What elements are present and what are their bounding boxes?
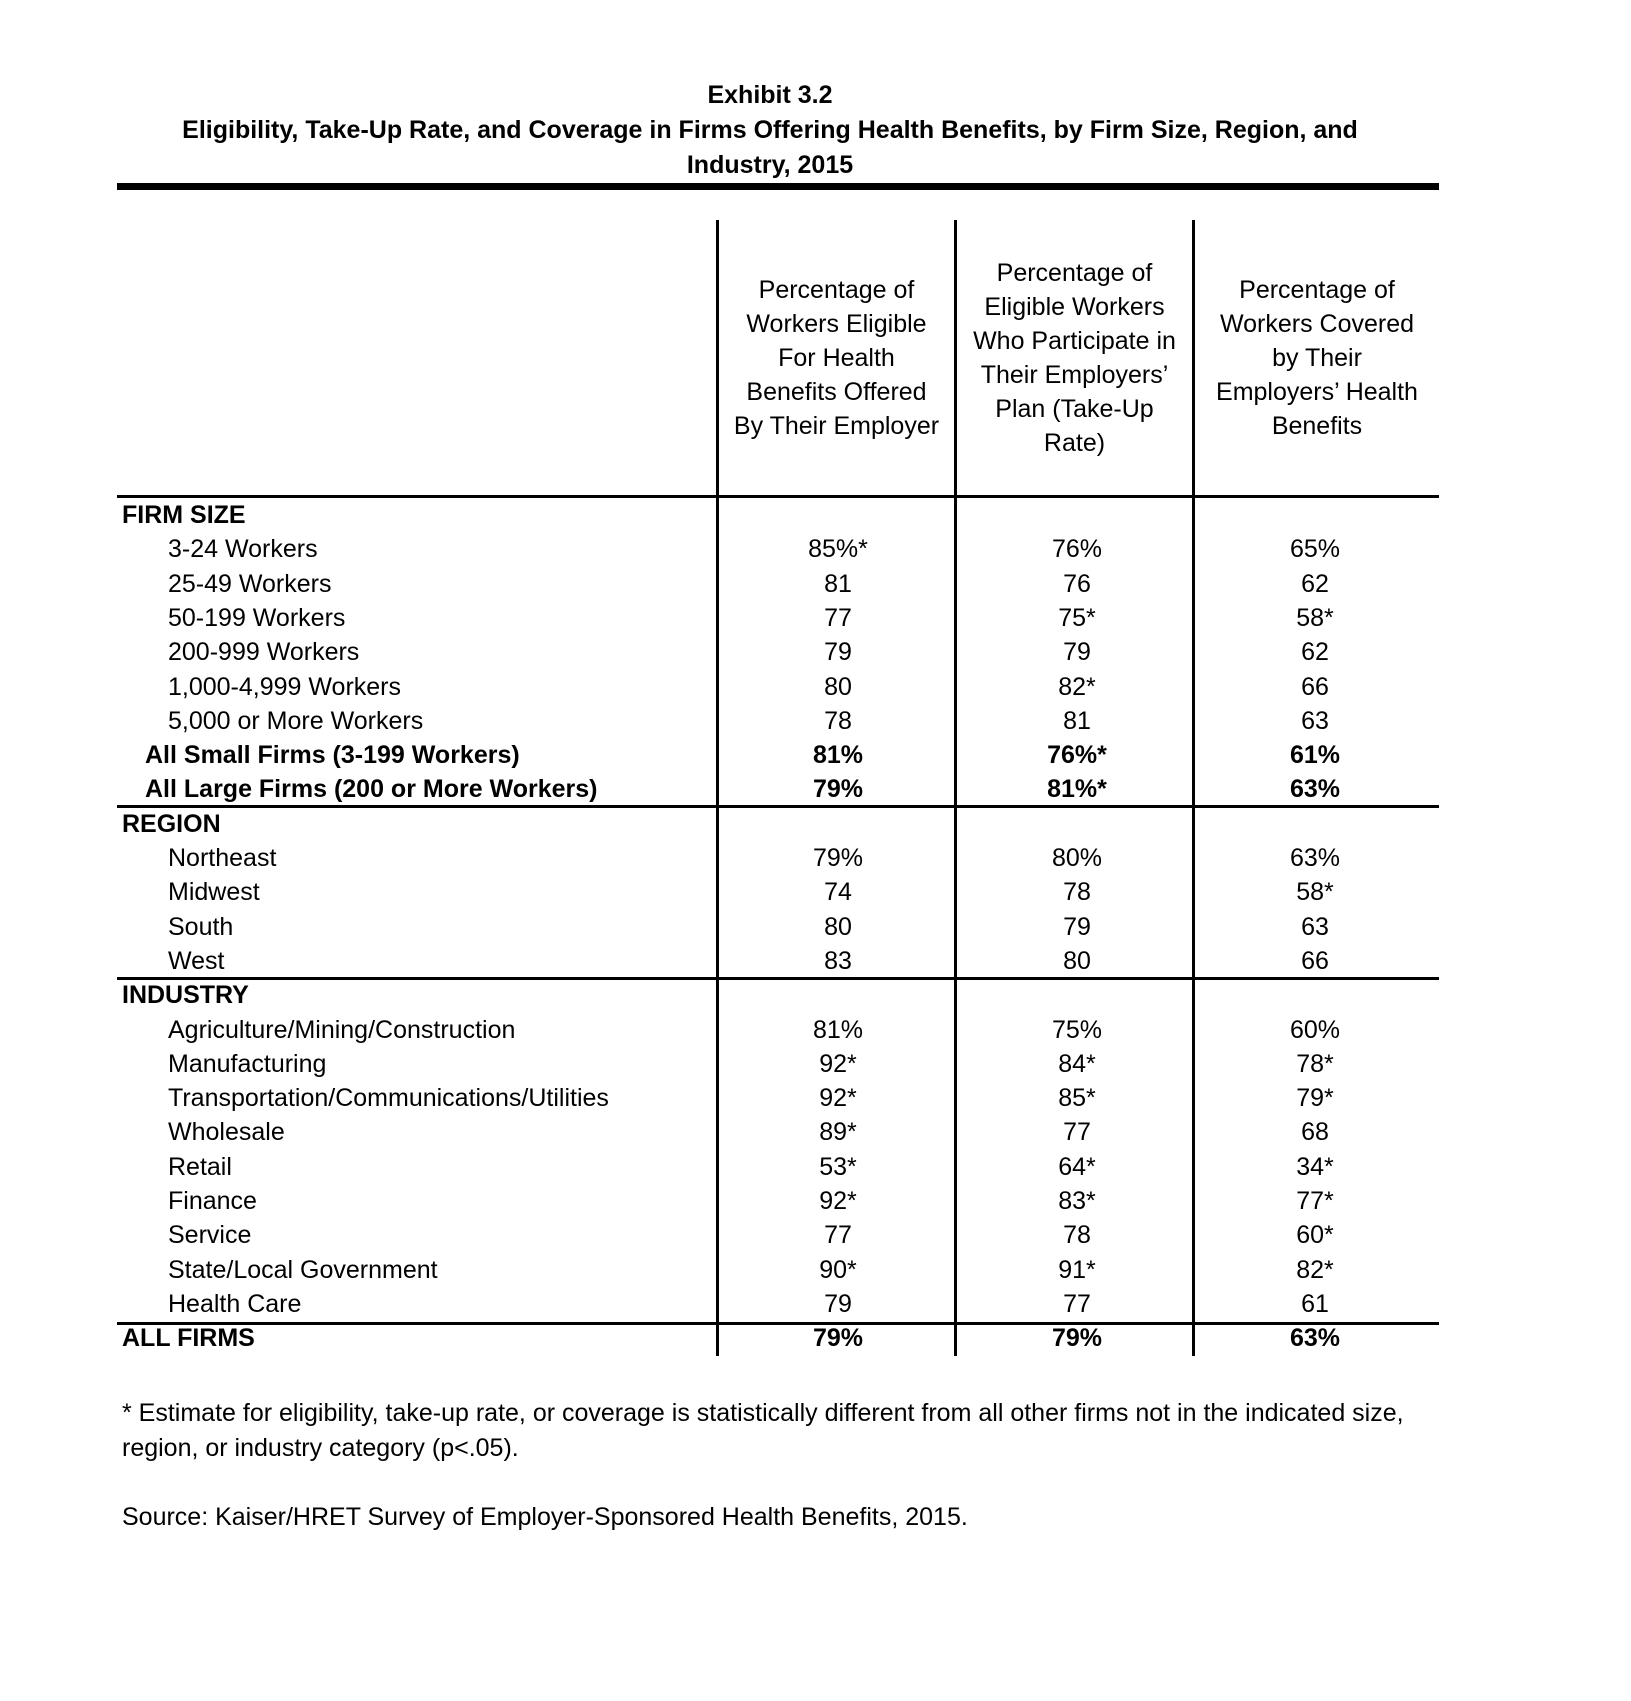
row-label: West	[168, 946, 225, 975]
column-header-coverage	[1195, 220, 1439, 496]
cell-value: 80%	[1051, 844, 1103, 872]
header-line: by Their	[1272, 344, 1362, 372]
row-label: Health Care	[168, 1289, 302, 1318]
table-row	[117, 1150, 1439, 1184]
cell-value: 77	[824, 1221, 852, 1250]
cell-value: 85%*	[808, 535, 868, 564]
cell-value: 61	[1301, 1289, 1329, 1318]
cell-value: 77	[824, 603, 852, 632]
cell-value: 92*	[819, 1187, 857, 1215]
cell-value: 34*	[1296, 1152, 1334, 1181]
cell-value: 76%*	[1047, 741, 1107, 770]
header-line: Plan (Take-Up	[995, 395, 1154, 423]
cell-value: 79%	[1051, 1324, 1103, 1353]
title-line-2: Industry, 2015	[686, 151, 854, 179]
header-line: By Their Employer	[733, 412, 940, 440]
row-label: State/Local Government	[168, 1255, 438, 1284]
row-label: 1,000-4,999 Workers	[168, 672, 401, 701]
source-note: Source: Kaiser/HRET Survey of Employer-Sponsored Health Benefits, 2015.	[122, 1503, 968, 1531]
cell-value: 58*	[1296, 878, 1334, 907]
table-row	[117, 1253, 1439, 1287]
cell-value: 90*	[819, 1255, 857, 1284]
cell-value: 74	[824, 878, 852, 907]
row-label: Retail	[168, 1152, 232, 1181]
row-label: 3-24 Workers	[168, 535, 318, 564]
cell-value: 63%	[1289, 775, 1341, 804]
header-line: Workers Covered	[1219, 310, 1415, 338]
cell-value: 78	[1063, 878, 1091, 907]
cell-value: 75%	[1051, 1015, 1103, 1044]
cell-value: 58*	[1296, 603, 1334, 632]
row-label: Service	[168, 1221, 252, 1250]
row-label: Northeast	[168, 844, 277, 872]
cell-value: 92*	[819, 1049, 857, 1078]
cell-value: 83*	[1058, 1187, 1096, 1215]
table-row	[117, 772, 1439, 806]
cell-value: 83	[824, 946, 852, 975]
cell-value: 92*	[819, 1084, 857, 1113]
table-row	[117, 841, 1439, 875]
cell-value: 78	[1063, 1221, 1091, 1250]
cell-value: 79	[824, 1289, 852, 1318]
row-label: Transportation/Communications/Utilities	[168, 1084, 609, 1113]
table-row	[117, 635, 1439, 669]
table-row	[117, 1184, 1439, 1218]
row-label: Agriculture/Mining/Construction	[168, 1015, 516, 1044]
table-row	[117, 567, 1439, 601]
section-header-row	[117, 978, 1439, 1012]
table-row	[117, 738, 1439, 772]
row-label: All Large Firms (200 or More Workers)	[145, 775, 598, 804]
cell-value: 62	[1301, 569, 1329, 598]
section-header-row	[117, 498, 1439, 532]
cell-value: 77*	[1296, 1187, 1334, 1215]
footnote: * Estimate for eligibility, take-up rate, or coverage is statistically different from all other firms not in the indicated size, region, or industry category (p<.05).	[122, 1399, 1404, 1462]
cell-value: 81	[1063, 706, 1091, 735]
table-row	[117, 1081, 1439, 1115]
cell-value: 81%	[812, 741, 864, 770]
header-line: Their Employers’	[980, 361, 1169, 389]
row-label: Finance	[168, 1187, 257, 1215]
row-label: ALL FIRMS	[122, 1324, 255, 1353]
cell-value: 78	[824, 706, 852, 735]
cell-value: 78*	[1296, 1049, 1334, 1078]
cell-value: 81%	[812, 1015, 864, 1044]
table-row	[117, 944, 1439, 978]
title-line-1: Eligibility, Take-Up Rate, and Coverage in Firms Offering Health Benefits, by Firm Size, Region, and	[182, 116, 1358, 144]
cell-value: 85*	[1058, 1084, 1096, 1113]
title-divider	[117, 183, 1439, 190]
cell-value: 75*	[1058, 603, 1096, 632]
cell-value: 80	[1063, 946, 1091, 975]
cell-value: 60%	[1289, 1015, 1341, 1044]
row-label: Wholesale	[168, 1118, 285, 1147]
row-label: South	[168, 912, 234, 941]
row-label: 25-49 Workers	[168, 569, 332, 598]
cell-value: 79	[1063, 638, 1091, 667]
cell-value: 77	[1063, 1289, 1091, 1318]
cell-value: 79%	[812, 1324, 864, 1353]
row-label: REGION	[122, 809, 221, 838]
cell-value: 68	[1301, 1118, 1329, 1147]
header-line: Rate)	[1043, 429, 1106, 457]
cell-value: 76	[1063, 569, 1091, 598]
cell-value: 61%	[1289, 741, 1341, 770]
cell-value: 81	[824, 569, 852, 598]
header-line: Benefits	[1271, 412, 1363, 440]
cell-value: 79*	[1296, 1084, 1334, 1113]
table-row	[117, 1013, 1439, 1047]
cell-value: 79	[1063, 912, 1091, 941]
row-label: Midwest	[168, 878, 260, 907]
cell-value: 76%	[1051, 535, 1103, 564]
cell-value: 63%	[1289, 844, 1341, 872]
row-label: All Small Firms (3-199 Workers)	[145, 741, 520, 770]
cell-value: 63	[1301, 912, 1329, 941]
cell-value: 63%	[1289, 1324, 1341, 1353]
row-label: Manufacturing	[168, 1049, 327, 1078]
cell-value: 89*	[819, 1118, 857, 1147]
header-line: Percentage of	[996, 259, 1153, 287]
cell-value: 91*	[1058, 1255, 1096, 1284]
cell-value: 60*	[1296, 1221, 1334, 1250]
row-label: 5,000 or More Workers	[168, 706, 424, 735]
table-row	[117, 670, 1439, 704]
cell-value: 79	[824, 638, 852, 667]
table-row	[117, 704, 1439, 738]
cell-value: 79%	[812, 775, 864, 804]
exhibit-number: Exhibit 3.2	[707, 81, 833, 109]
cell-value: 64*	[1058, 1152, 1096, 1181]
cell-value: 79%	[812, 844, 864, 872]
cell-value: 62	[1301, 638, 1329, 667]
cell-value: 84*	[1058, 1049, 1096, 1078]
exhibit-title	[112, 78, 1428, 183]
cell-value: 63	[1301, 706, 1329, 735]
header-line: For Health	[778, 344, 895, 372]
header-line: Employers’ Health	[1216, 378, 1418, 406]
cell-value: 77	[1063, 1118, 1091, 1147]
table-row	[117, 532, 1439, 566]
header-line: Benefits Offered	[746, 378, 927, 406]
header-line: Workers Eligible	[746, 310, 927, 338]
row-label: INDUSTRY	[122, 981, 249, 1010]
cell-value: 82*	[1058, 672, 1096, 701]
cell-value: 66	[1301, 672, 1329, 701]
section-header-row	[117, 807, 1439, 841]
table-row	[117, 1287, 1439, 1321]
row-label: 50-199 Workers	[168, 603, 346, 632]
row-label: FIRM SIZE	[122, 501, 246, 529]
header-line: Percentage of	[1239, 276, 1395, 304]
table-row	[117, 910, 1439, 944]
column-header-eligibility	[719, 220, 954, 496]
table-row	[117, 1218, 1439, 1252]
header-line: Who Participate in	[973, 327, 1176, 355]
cell-value: 65%	[1289, 535, 1341, 564]
column-header-take-up	[957, 220, 1192, 496]
total-row	[117, 1321, 1439, 1355]
cell-value: 82*	[1296, 1255, 1334, 1284]
table-row	[117, 1115, 1439, 1149]
row-label: 200-999 Workers	[168, 638, 360, 667]
header-line: Percentage of	[758, 276, 915, 304]
table-row	[117, 875, 1439, 909]
table-row	[117, 1047, 1439, 1081]
cell-value: 53*	[819, 1152, 857, 1181]
cell-value: 80	[824, 912, 852, 941]
cell-value: 66	[1301, 946, 1329, 975]
header-line: Eligible Workers	[984, 293, 1165, 321]
cell-value: 80	[824, 672, 852, 701]
cell-value: 81%*	[1047, 775, 1107, 804]
table-row	[117, 601, 1439, 635]
